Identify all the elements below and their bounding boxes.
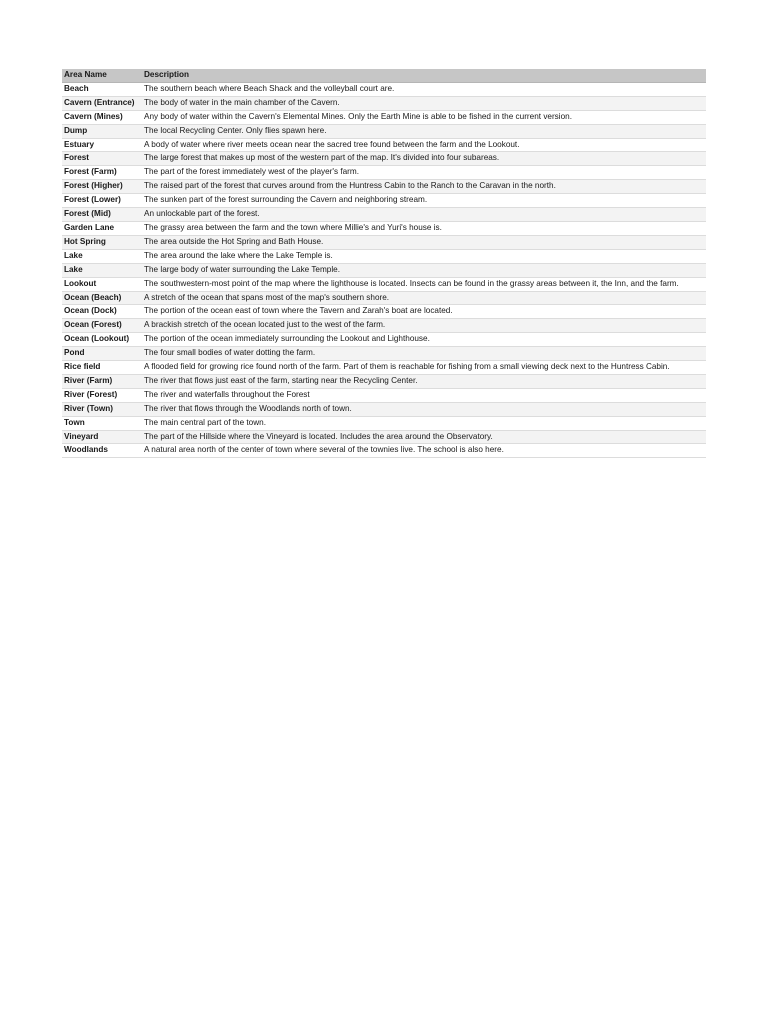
table-row — [62, 194, 706, 208]
area-name-cell: Beach — [62, 82, 142, 96]
description-cell: The southern beach where Beach Shack and the volleyball court are. — [142, 82, 706, 96]
table-row — [62, 333, 706, 347]
table-row — [62, 402, 706, 416]
table-row — [62, 208, 706, 222]
area-name-cell: Lookout — [62, 277, 142, 291]
area-name-cell: Ocean (Lookout) — [62, 333, 142, 347]
description-cell: A body of water where river meets ocean near the sacred tree found between the farm and the Lookout. — [142, 138, 706, 152]
area-name-cell: Cavern (Mines) — [62, 110, 142, 124]
table-row — [62, 82, 706, 96]
description-cell: The area outside the Hot Spring and Bath House. — [142, 235, 706, 249]
area-name-cell: River (Town) — [62, 402, 142, 416]
description-cell: Any body of water within the Cavern's Elemental Mines. Only the Earth Mine is able to be fished in the current version. — [142, 110, 706, 124]
area-name-cell: Rice field — [62, 361, 142, 375]
description-cell: The local Recycling Center. Only flies spawn here. — [142, 124, 706, 138]
area-name-cell: River (Forest) — [62, 388, 142, 402]
table-row — [62, 138, 706, 152]
area-name-cell: Lake — [62, 263, 142, 277]
description-cell: The portion of the ocean east of town where the Tavern and Zarah's boat are located. — [142, 305, 706, 319]
table-row — [62, 347, 706, 361]
area-name-cell: Town — [62, 416, 142, 430]
area-name-cell: Ocean (Forest) — [62, 319, 142, 333]
table-row — [62, 277, 706, 291]
area-name-cell: Garden Lane — [62, 221, 142, 235]
table-row — [62, 361, 706, 375]
area-name-cell: Pond — [62, 347, 142, 361]
column-header-description: Description — [142, 69, 706, 82]
table-row — [62, 166, 706, 180]
description-cell: The river that flows through the Woodlands north of town. — [142, 402, 706, 416]
description-cell: The sunken part of the forest surrounding the Cavern and neighboring stream. — [142, 194, 706, 208]
description-cell: The four small bodies of water dotting the farm. — [142, 347, 706, 361]
table-row — [62, 374, 706, 388]
description-cell: The river and waterfalls throughout the Forest — [142, 388, 706, 402]
table-row — [62, 263, 706, 277]
area-name-cell: Dump — [62, 124, 142, 138]
description-cell: The area around the lake where the Lake Temple is. — [142, 249, 706, 263]
description-cell: The grassy area between the farm and the town where Millie's and Yuri's house is. — [142, 221, 706, 235]
area-name-cell: Lake — [62, 249, 142, 263]
description-cell: The part of the Hillside where the Vineyard is located. Includes the area around the Observatory. — [142, 430, 706, 444]
description-cell: The raised part of the forest that curves around from the Huntress Cabin to the Ranch to the Caravan in the north. — [142, 180, 706, 194]
table-row — [62, 152, 706, 166]
area-name-cell: Forest (Lower) — [62, 194, 142, 208]
header-row — [62, 69, 706, 82]
area-name-cell: Cavern (Entrance) — [62, 96, 142, 110]
description-cell: A flooded field for growing rice found north of the farm. Part of them is reachable for fishing from a small viewing deck next to the Huntress Cabin. — [142, 361, 706, 375]
area-name-cell: Ocean (Dock) — [62, 305, 142, 319]
area-name-cell: Forest (Farm) — [62, 166, 142, 180]
area-name-cell: Woodlands — [62, 444, 142, 458]
description-cell: The large body of water surrounding the Lake Temple. — [142, 263, 706, 277]
description-cell: The main central part of the town. — [142, 416, 706, 430]
table-row — [62, 319, 706, 333]
table-row — [62, 305, 706, 319]
area-name-cell: Ocean (Beach) — [62, 291, 142, 305]
area-name-cell: Forest (Mid) — [62, 208, 142, 222]
column-header-area-name: Area Name — [62, 69, 142, 82]
table-row — [62, 249, 706, 263]
table-row — [62, 110, 706, 124]
table-body — [62, 82, 706, 457]
description-cell: The river that flows just east of the farm, starting near the Recycling Center. — [142, 374, 706, 388]
table-row — [62, 96, 706, 110]
description-cell: The portion of the ocean immediately surrounding the Lookout and Lighthouse. — [142, 333, 706, 347]
area-table-container — [62, 69, 706, 458]
table-row — [62, 235, 706, 249]
table-row — [62, 416, 706, 430]
table-row — [62, 291, 706, 305]
description-cell: The southwestern-most point of the map where the lighthouse is located. Insects can be found in the grassy areas between it, the Inn, and the farm. — [142, 277, 706, 291]
area-name-cell: Vineyard — [62, 430, 142, 444]
description-cell: A brackish stretch of the ocean located just to the west of the farm. — [142, 319, 706, 333]
area-name-cell: River (Farm) — [62, 374, 142, 388]
area-name-cell: Estuary — [62, 138, 142, 152]
table-row — [62, 221, 706, 235]
table-row — [62, 124, 706, 138]
description-cell: The body of water in the main chamber of the Cavern. — [142, 96, 706, 110]
area-table — [62, 69, 706, 458]
description-cell: An unlockable part of the forest. — [142, 208, 706, 222]
table-row — [62, 430, 706, 444]
table-row — [62, 180, 706, 194]
area-name-cell: Forest (Higher) — [62, 180, 142, 194]
description-cell: A stretch of the ocean that spans most of the map's southern shore. — [142, 291, 706, 305]
table-row — [62, 444, 706, 458]
area-name-cell: Forest — [62, 152, 142, 166]
area-name-cell: Hot Spring — [62, 235, 142, 249]
table-header — [62, 69, 706, 82]
description-cell: The part of the forest immediately west of the player's farm. — [142, 166, 706, 180]
description-cell: A natural area north of the center of town where several of the townies live. The school is also here. — [142, 444, 706, 458]
description-cell: The large forest that makes up most of the western part of the map. It's divided into four subareas. — [142, 152, 706, 166]
table-row — [62, 388, 706, 402]
